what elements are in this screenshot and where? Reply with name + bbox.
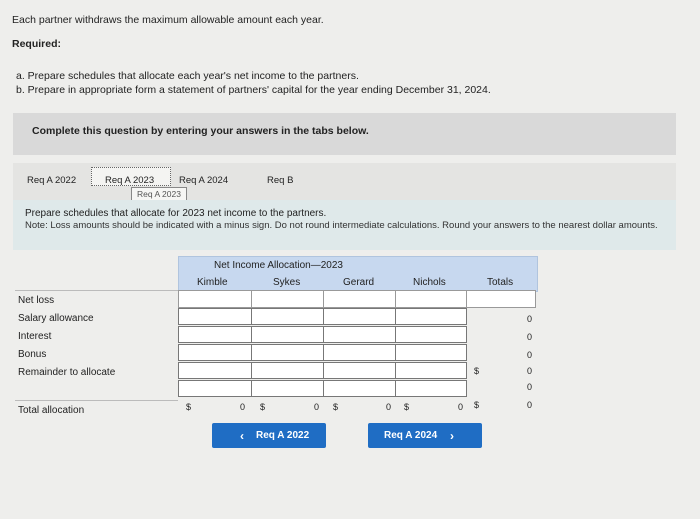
input-interest-kimble[interactable] [178,344,252,361]
header-cell-sykes [251,290,324,308]
input-net-loss-nichols[interactable] [395,308,467,325]
tab-tooltip: Req A 2023 [131,187,187,201]
row-label-bonus: Bonus [18,349,47,360]
input-interest-sykes[interactable] [251,344,324,361]
next-req-button[interactable] [368,423,482,448]
input-bonus-nichols[interactable] [395,362,467,379]
total-value-gerard: 0 [386,402,392,412]
header-cell-gerard [323,290,396,308]
chevron-left-icon: ‹ [240,429,244,443]
total-label-box [15,400,178,421]
table-header [178,256,538,292]
total-dollar-sykes: $ [260,402,266,412]
input-salary-kimble[interactable] [178,326,252,343]
column-header-kimble: Kimble [197,277,228,288]
chevron-right-icon: › [450,429,454,443]
requirement-b: b. Prepare in appropriate form a statement of partners' capital for the year ending December 31, 2024. [16,84,491,96]
tab-req-a-2023[interactable]: Req A 2023 [105,175,155,186]
total-remainder: 0 [526,382,532,392]
total-net-loss: 0 [526,314,532,324]
tab-req-b[interactable]: Req B [267,175,294,186]
column-header-totals: Totals [487,277,514,288]
tab-bar [13,163,676,200]
row-label-remainder: Remainder to allocate [18,367,116,378]
total-salary: 0 [526,332,532,342]
instructions-panel [13,200,676,250]
prev-button-label: Req A 2022 [256,430,310,441]
input-remainder-nichols[interactable] [395,380,467,397]
header-cell-kimble [178,290,252,308]
totals-dollar-sign: $ [474,366,480,376]
input-interest-nichols[interactable] [395,344,467,361]
input-bonus-gerard[interactable] [323,362,396,379]
requirement-a: a. Prepare schedules that allocate each year's net income to the partners. [16,70,359,82]
input-salary-nichols[interactable] [395,326,467,343]
header-cell-nichols [395,290,467,308]
total-dollar-gerard: $ [333,402,339,412]
input-bonus-sykes[interactable] [251,362,324,379]
total-value-sykes: 0 [314,402,320,412]
total-dollar-kimble: $ [186,402,192,412]
input-net-loss-sykes[interactable] [251,308,324,325]
column-header-sykes: Sykes [273,277,301,288]
input-remainder-gerard[interactable] [323,380,396,397]
row-label-net-loss: Net loss [18,295,55,306]
totals-header-cell [466,290,536,308]
column-header-gerard: Gerard [343,277,375,288]
input-bonus-kimble[interactable] [178,362,252,379]
required-heading: Required: [12,38,62,50]
input-remainder-kimble[interactable] [178,380,252,397]
instructions-note: Note: Loss amounts should be indicated with a minus sign. Do not round intermediate calculations. Round your answers to the nearest dollar amounts. [25,220,658,231]
next-button-label: Req A 2024 [384,430,438,441]
input-salary-sykes[interactable] [251,326,324,343]
total-bonus: 0 [526,366,532,376]
total-allocation-total: 0 [526,400,532,410]
row-label-interest: Interest [18,331,52,342]
tab-req-a-2024[interactable]: Req A 2024 [179,175,229,186]
intro-text: Each partner withdraws the maximum allowable amount each year. [12,14,324,26]
prev-req-button[interactable] [212,423,326,448]
input-remainder-sykes[interactable] [251,380,324,397]
total-allocation-row [178,400,466,420]
table-title: Net Income Allocation—2023 [214,260,343,271]
total-value-kimble: 0 [240,402,246,412]
totals-column [466,290,536,420]
row-label-total: Total allocation [18,405,85,416]
input-net-loss-kimble[interactable] [178,308,252,325]
row-label-salary: Salary allowance [18,313,94,324]
input-interest-gerard[interactable] [323,344,396,361]
instructions-line: Prepare schedules that allocate for 2023 net income to the partners. [25,208,327,219]
totals-total-dollar: $ [474,400,480,410]
total-dollar-nichols: $ [404,402,410,412]
instruction-banner [13,113,676,155]
total-value-nichols: 0 [458,402,464,412]
tab-req-a-2022[interactable]: Req A 2022 [27,175,77,186]
total-interest: 0 [526,350,532,360]
column-header-nichols: Nichols [413,277,446,288]
input-salary-gerard[interactable] [323,326,396,343]
banner-text: Complete this question by entering your answers in the tabs below. [32,125,369,137]
input-net-loss-gerard[interactable] [323,308,396,325]
